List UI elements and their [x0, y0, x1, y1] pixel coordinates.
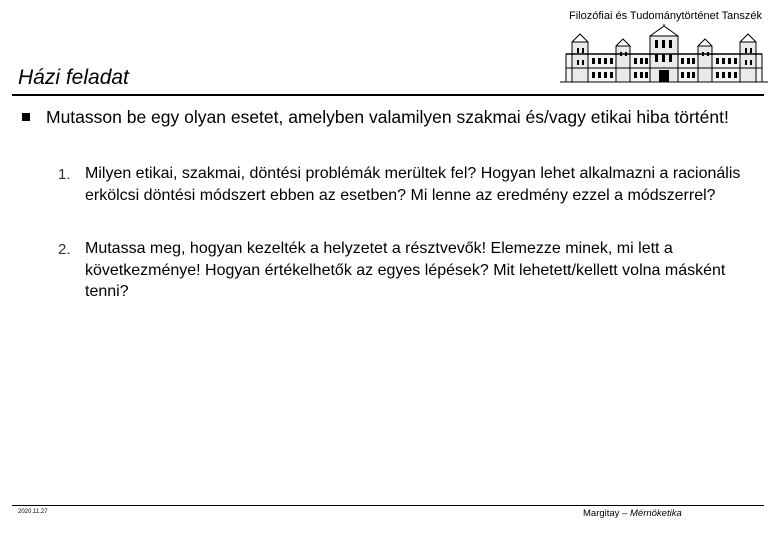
item-text: Mutassa meg, hogyan kezelték a helyzetet a résztvevők! Elemezze minek, mi lett a következménye! Hogyan értékelhetők az egyes lépések? Mit lehetett/kellett volna másként tenni? [85, 240, 726, 300]
slide-title: Házi feladat [18, 66, 129, 89]
footer-author [583, 508, 682, 519]
footer-course: Mérnöketika [630, 508, 682, 519]
department-label: Filozófiai és Tudománytörténet Tanszék [569, 10, 763, 22]
bullet-marker [22, 113, 30, 121]
footer-divider [12, 505, 764, 506]
item-number: 2. [58, 241, 71, 258]
footer-date: 2020.11.27 [18, 509, 48, 515]
item-text: Milyen etikai, szakmai, döntési problémák merültek fel? Hogyan lehet alkalmazni a racionális erkölcsi döntési módszert ebben az esetben? Mi lenne az eredmény ezzel a módszerrel? [85, 165, 741, 204]
footer-author-name: Margitay – [583, 508, 630, 519]
item-number: 1. [58, 166, 71, 183]
title-divider [12, 94, 764, 96]
main-bullet-text: Mutasson be egy olyan esetet, amelyben valamilyen szakmai és/vagy etikai hiba történt! [46, 107, 729, 127]
university-building-logo [558, 24, 770, 86]
